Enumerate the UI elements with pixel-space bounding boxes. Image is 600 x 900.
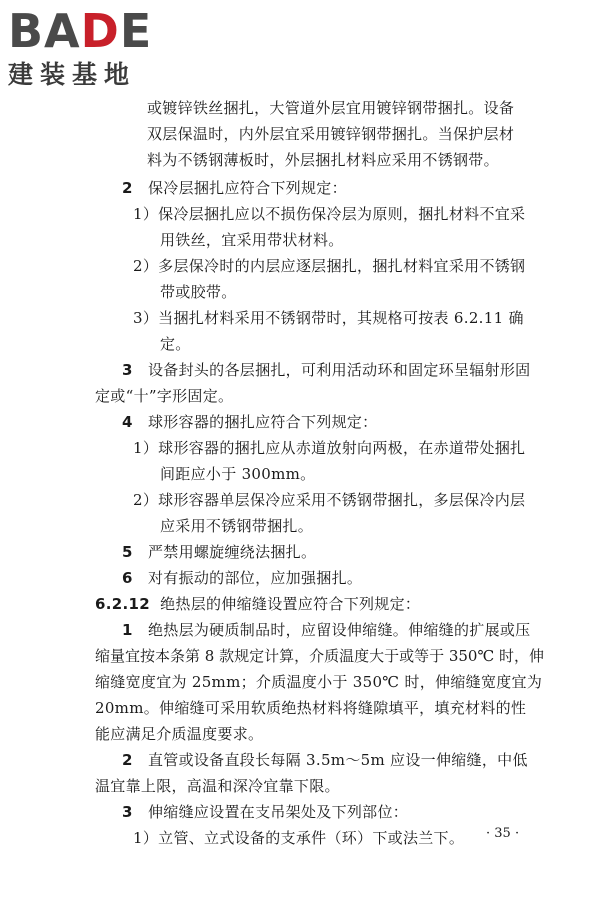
list-item [122,802,408,822]
text-line: 缩量宜按本条第 8 款规定计算，介质温度大于或等于 350℃ 时，伸 [95,647,545,665]
text-line: 料为不锈钢薄板时，外层捆扎材料应采用不锈钢带。 [147,151,499,169]
item-text: 球形容器的捆扎应符合下列规定： [147,413,378,431]
list-item [122,178,347,198]
text-line: 缩缝宽度宜为 25mm；介质温度小于 350℃ 时，伸缩缝宽度宜为 [95,673,543,691]
text-line: 定或“十”字形固定。 [95,387,234,405]
sub-item: 1）立管、立式设备的支承件（环）下或法兰下。 [133,829,465,847]
item-number: 2 [122,751,133,769]
clause-text: 绝热层的伸缩缝设置应符合下列规定： [160,595,421,613]
item-number: 4 [122,413,133,431]
sub-item: 3）当捆扎材料采用不锈钢带时，其规格可按表 6.2.11 确 [133,309,524,327]
item-number: 2 [122,179,133,197]
sub-item: 2）多层保冷时的内层应逐层捆扎，捆扎材料宜采用不锈钢 [133,257,526,275]
sub-item: 2）球形容器单层保冷应采用不锈钢带捆扎，多层保冷内层 [133,491,526,509]
list-item [122,620,530,640]
item-text: 绝热层为硬质制品时，应留设伸缩缝。伸缩缝的扩展或压 [147,621,531,639]
text-line: 20mm。伸缩缝可采用软质绝热材料将缝隙填平，填充材料的性 [95,699,527,717]
item-text: 对有振动的部位，应加强捆扎。 [147,569,363,587]
clause-heading [95,594,420,614]
text-line: 能应满足介质温度要求。 [95,725,264,743]
page-number: · 35 · [486,826,520,841]
text-line: 定。 [160,335,191,353]
text-line: 或镀锌铁丝捆扎，大管道外层宜用镀锌钢带捆扎。设备 [147,99,515,117]
item-number: 6 [122,569,133,587]
sub-item: 1）球形容器的捆扎应从赤道放射向两极，在赤道带处捆扎 [133,439,526,457]
item-number: 1 [122,621,133,639]
item-text: 设备封头的各层捆扎，可利用活动环和固定环呈辐射形固 [147,361,531,379]
list-item [122,750,528,770]
item-number: 3 [122,803,133,821]
clause-number: 6.2.12 [95,595,150,613]
item-text: 直管或设备直段长每隔 3.5m～5m 应设一伸缩缝，中低 [147,751,528,769]
text-line: 用铁丝，宜采用带状材料。 [160,231,344,249]
logo-wordmark: BADE [8,4,153,58]
list-item [122,568,362,588]
item-text: 保冷层捆扎应符合下列规定： [147,179,347,197]
text-line: 温宜靠上限，高温和深冷宜靠下限。 [95,777,340,795]
list-item [122,412,377,432]
item-number: 3 [122,361,133,379]
logo-subtitle: 建装基地 [8,60,137,89]
item-text: 严禁用螺旋缠绕法捆扎。 [147,543,317,561]
text-line: 间距应小于 300mm。 [160,465,316,483]
text-line: 双层保温时，内外层宜采用镀锌钢带捆扎。当保护层材 [147,125,515,143]
item-text: 伸缩缝应设置在支吊架处及下列部位： [147,803,409,821]
item-number: 5 [122,543,133,561]
sub-item: 1）保冷层捆扎应以不损伤保冷层为原则，捆扎材料不宜采 [133,205,526,223]
list-item [122,360,530,380]
text-line: 带或胶带。 [160,283,237,301]
text-line: 应采用不锈钢带捆扎。 [160,517,314,535]
list-item [122,542,316,562]
